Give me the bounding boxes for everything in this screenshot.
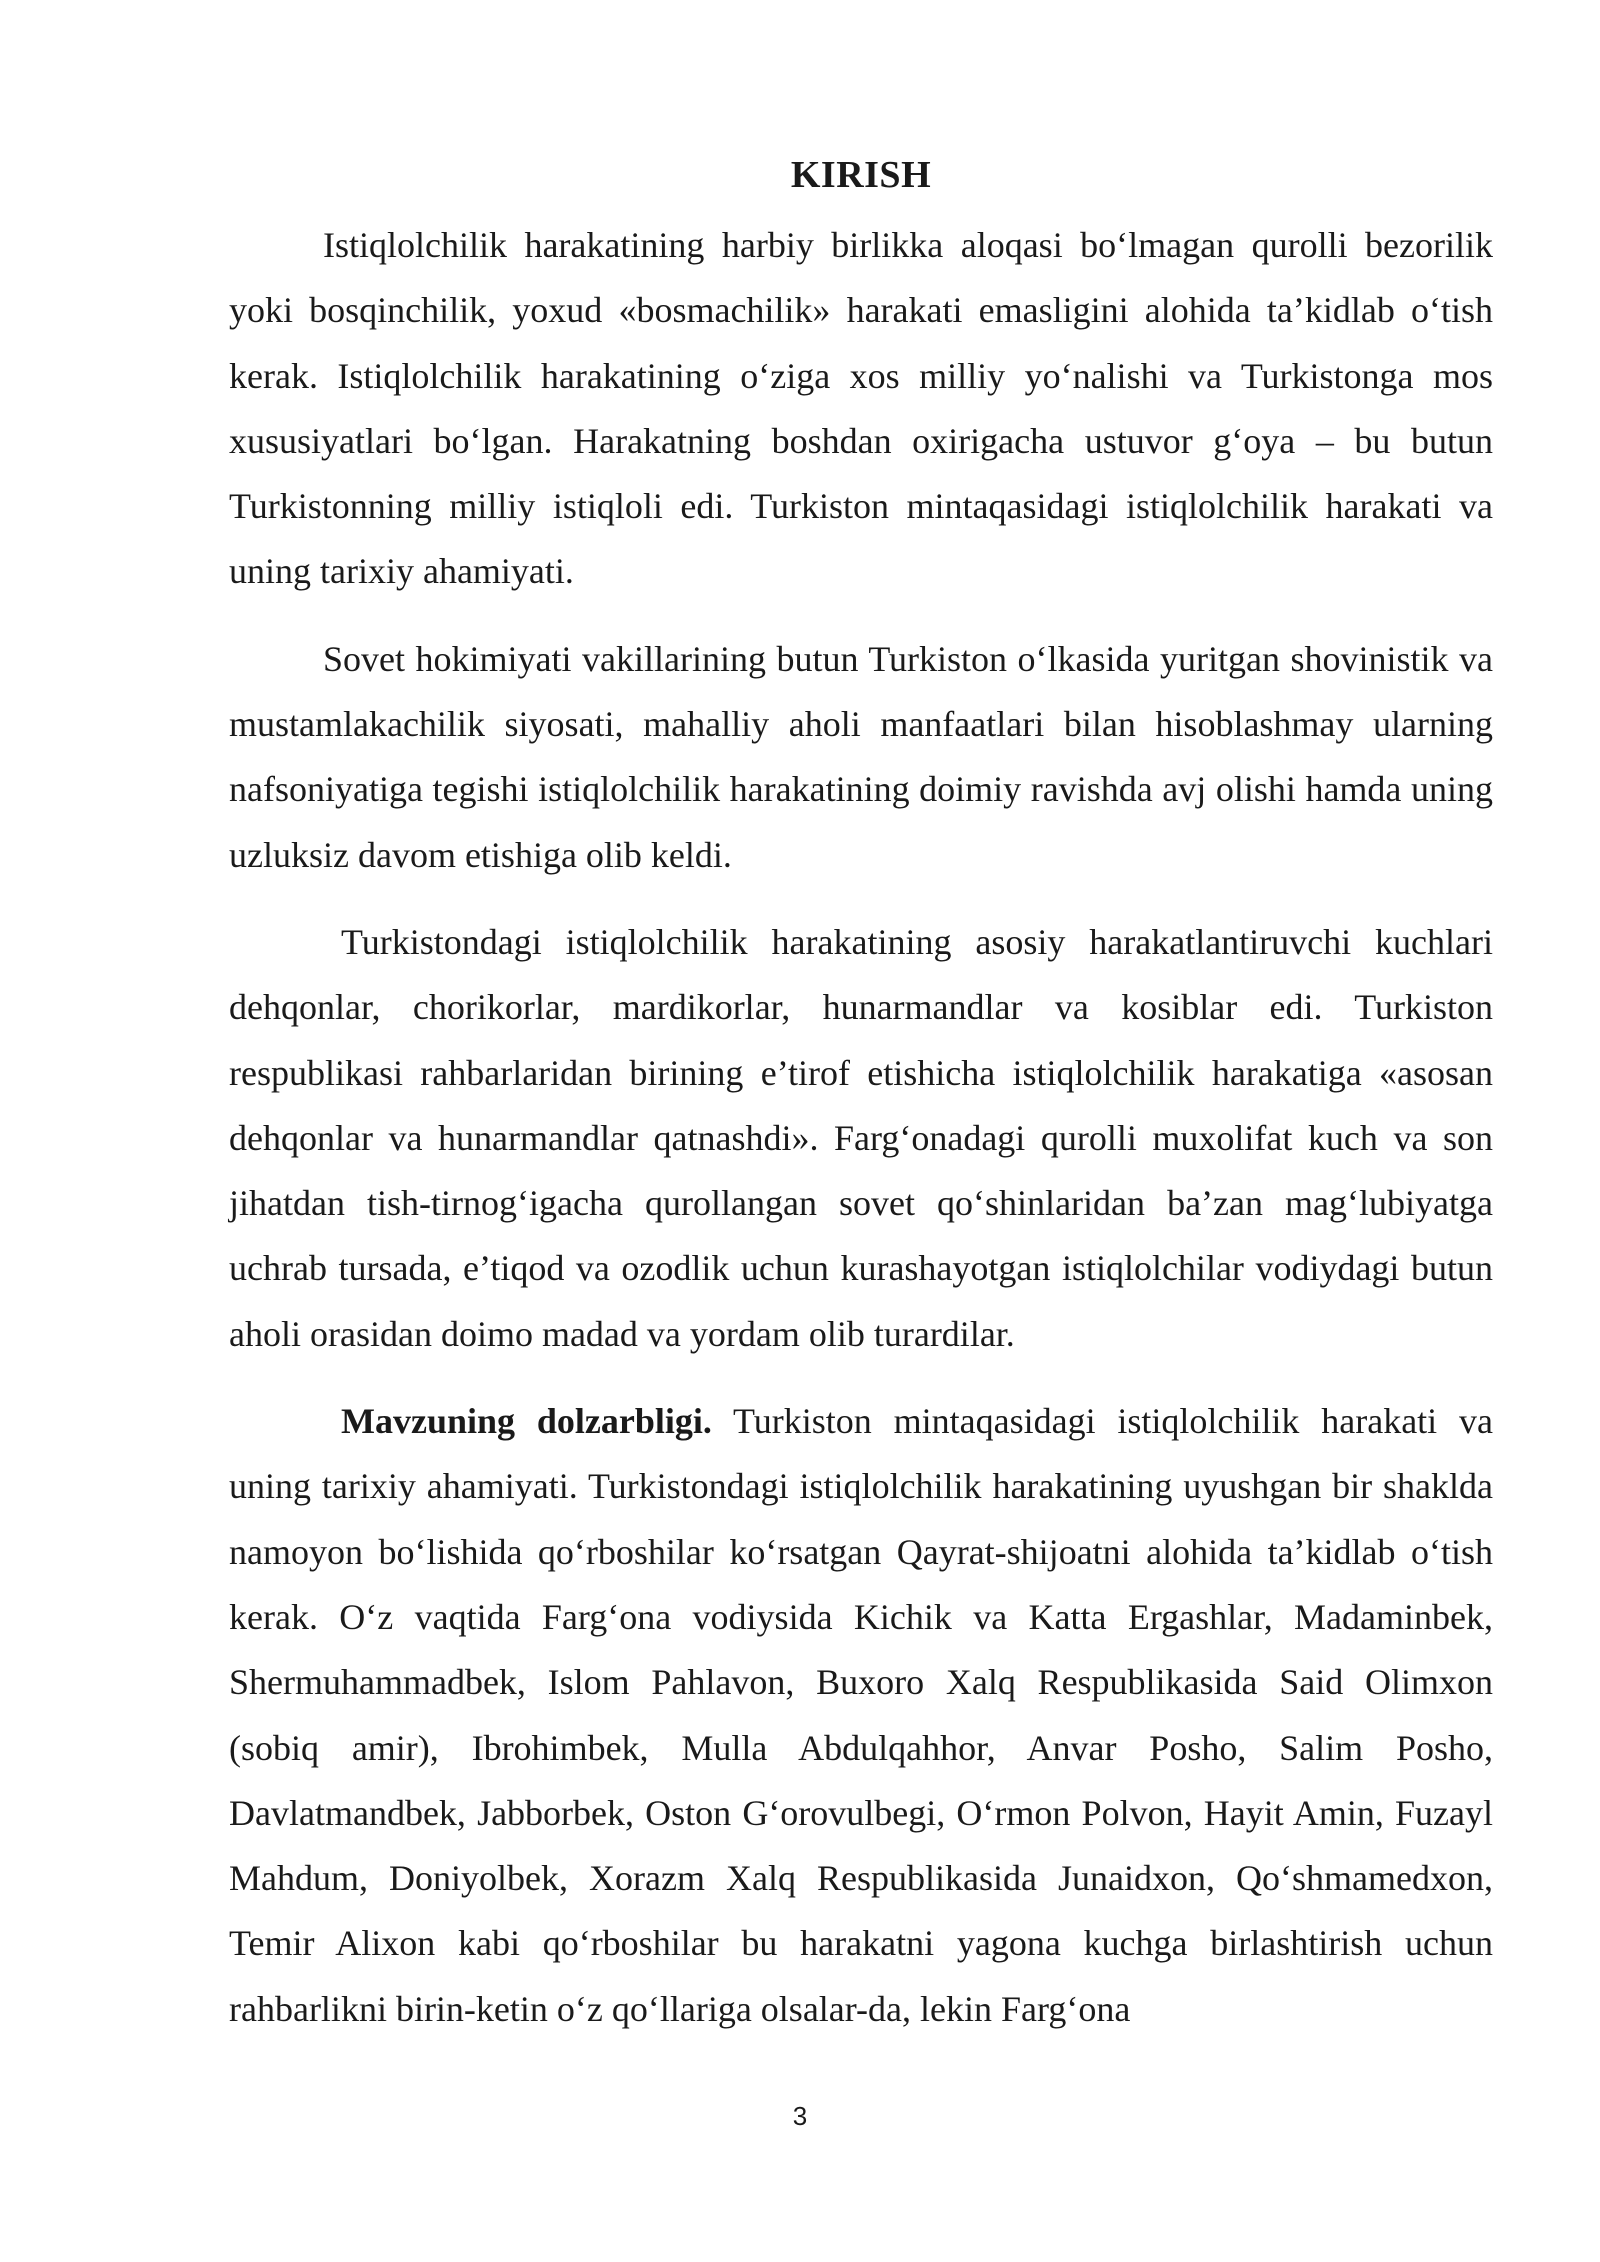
paragraph-lead: Mavzuning dolzarbligi. xyxy=(341,1401,712,1442)
paragraph-2: Sovet hokimiyati vakillarining butun Turkiston oʻlkasida yuritgan shovinistik va mustamlakachilik siyosati, mahalliy aholi manfaatlari bilan hisoblashmay ularning nafsoniyatiga tegishi istiqlolchilik harakatining doimiy ravishda avj olishi hamda uning uzluksiz davom etishiga olib keldi. xyxy=(229,638,1493,875)
paragraph-3: Turkistondagi istiqlolchilik harakatining asosiy harakatlantiruvchi kuchlari dehqonlar, chorikorlar, mardikorlar, hunarmandlar va kosiblar edi. Turkiston respublikasi rahbarlaridan birining e’tirof etishicha istiqlolchilik harakatiga «asosan dehqonlar va hunarmandlar qatnashdi». Fargʻonadagi qurolli muxolifat kuch va son jihatdan tish-tirnogʻigacha qurollangan sovet qoʻshinlaridan ba’zan magʻlubiyatga uchrab tursada, e’tiqod va ozodlik uchun kurashayotgan istiqlolchilar vodiydagi butun aholi orasidan doimo madad va yordam olib turardilar. xyxy=(229,921,1493,1354)
document-page xyxy=(229,145,1493,2064)
page-number: 3 xyxy=(792,2101,808,2131)
page-title: KIRISH xyxy=(790,154,932,196)
paragraph-1: Istiqlolchilik harakatining harbiy birlikka aloqasi boʻlmagan qurolli bezorilik yoki bosqinchilik, yoxud «bosmachilik» harakati emasligini alohida ta’kidlab oʻtish kerak. Istiqlolchilik harakatining oʻziga xos milliy yoʻnalishi va Turkistonga mos xususiyatlari boʻlgan. Harakatning boshdan oxirigacha ustuvor gʻoya – bu butun Turkistonning milliy istiqloli edi. Turkiston mintaqasidagi istiqlolchilik harakati va uning tarixiy ahamiyati. xyxy=(229,225,1493,592)
paragraph-4-text: Turkiston mintaqasidagi istiqlolchilik harakati va uning tarixiy ahamiyati. Turkistondagi istiqlolchilik harakatining uyushgan bir shaklda namoyon boʻlishida qoʻrboshilar koʻrsatgan Qayrat-shijoatni alohida ta’kidlab oʻtish kerak. Oʻz vaqtida Fargʻona vodiysida Kichik va Katta Ergashlar, Madaminbek, Shermuhammadbek, Islom Pahlavon, Buxoro Xalq Respublikasida Said Olimxon (sobiq amir), Ibrohimbek, Mulla Abdulqahhor, Anvar Posho, Salim Posho, Davlatmandbek, Jabborbek, Oston Gʻorovulbegi, Oʻrmon Polvon, Hayit Amin, Fuzayl Mahdum, Doniyolbek, Xorazm Xalq Respublikasida Junaidxon, Qoʻshmamedxon, Temir Alixon kabi qoʻrboshilar bu harakatni yagona kuchga birlashtirish uchun rahbarlikni birin-ketin oʻz qoʻllariga olsalar-da, lekin Fargʻona xyxy=(229,1401,1493,2029)
paragraph-4 xyxy=(229,1389,1493,2042)
